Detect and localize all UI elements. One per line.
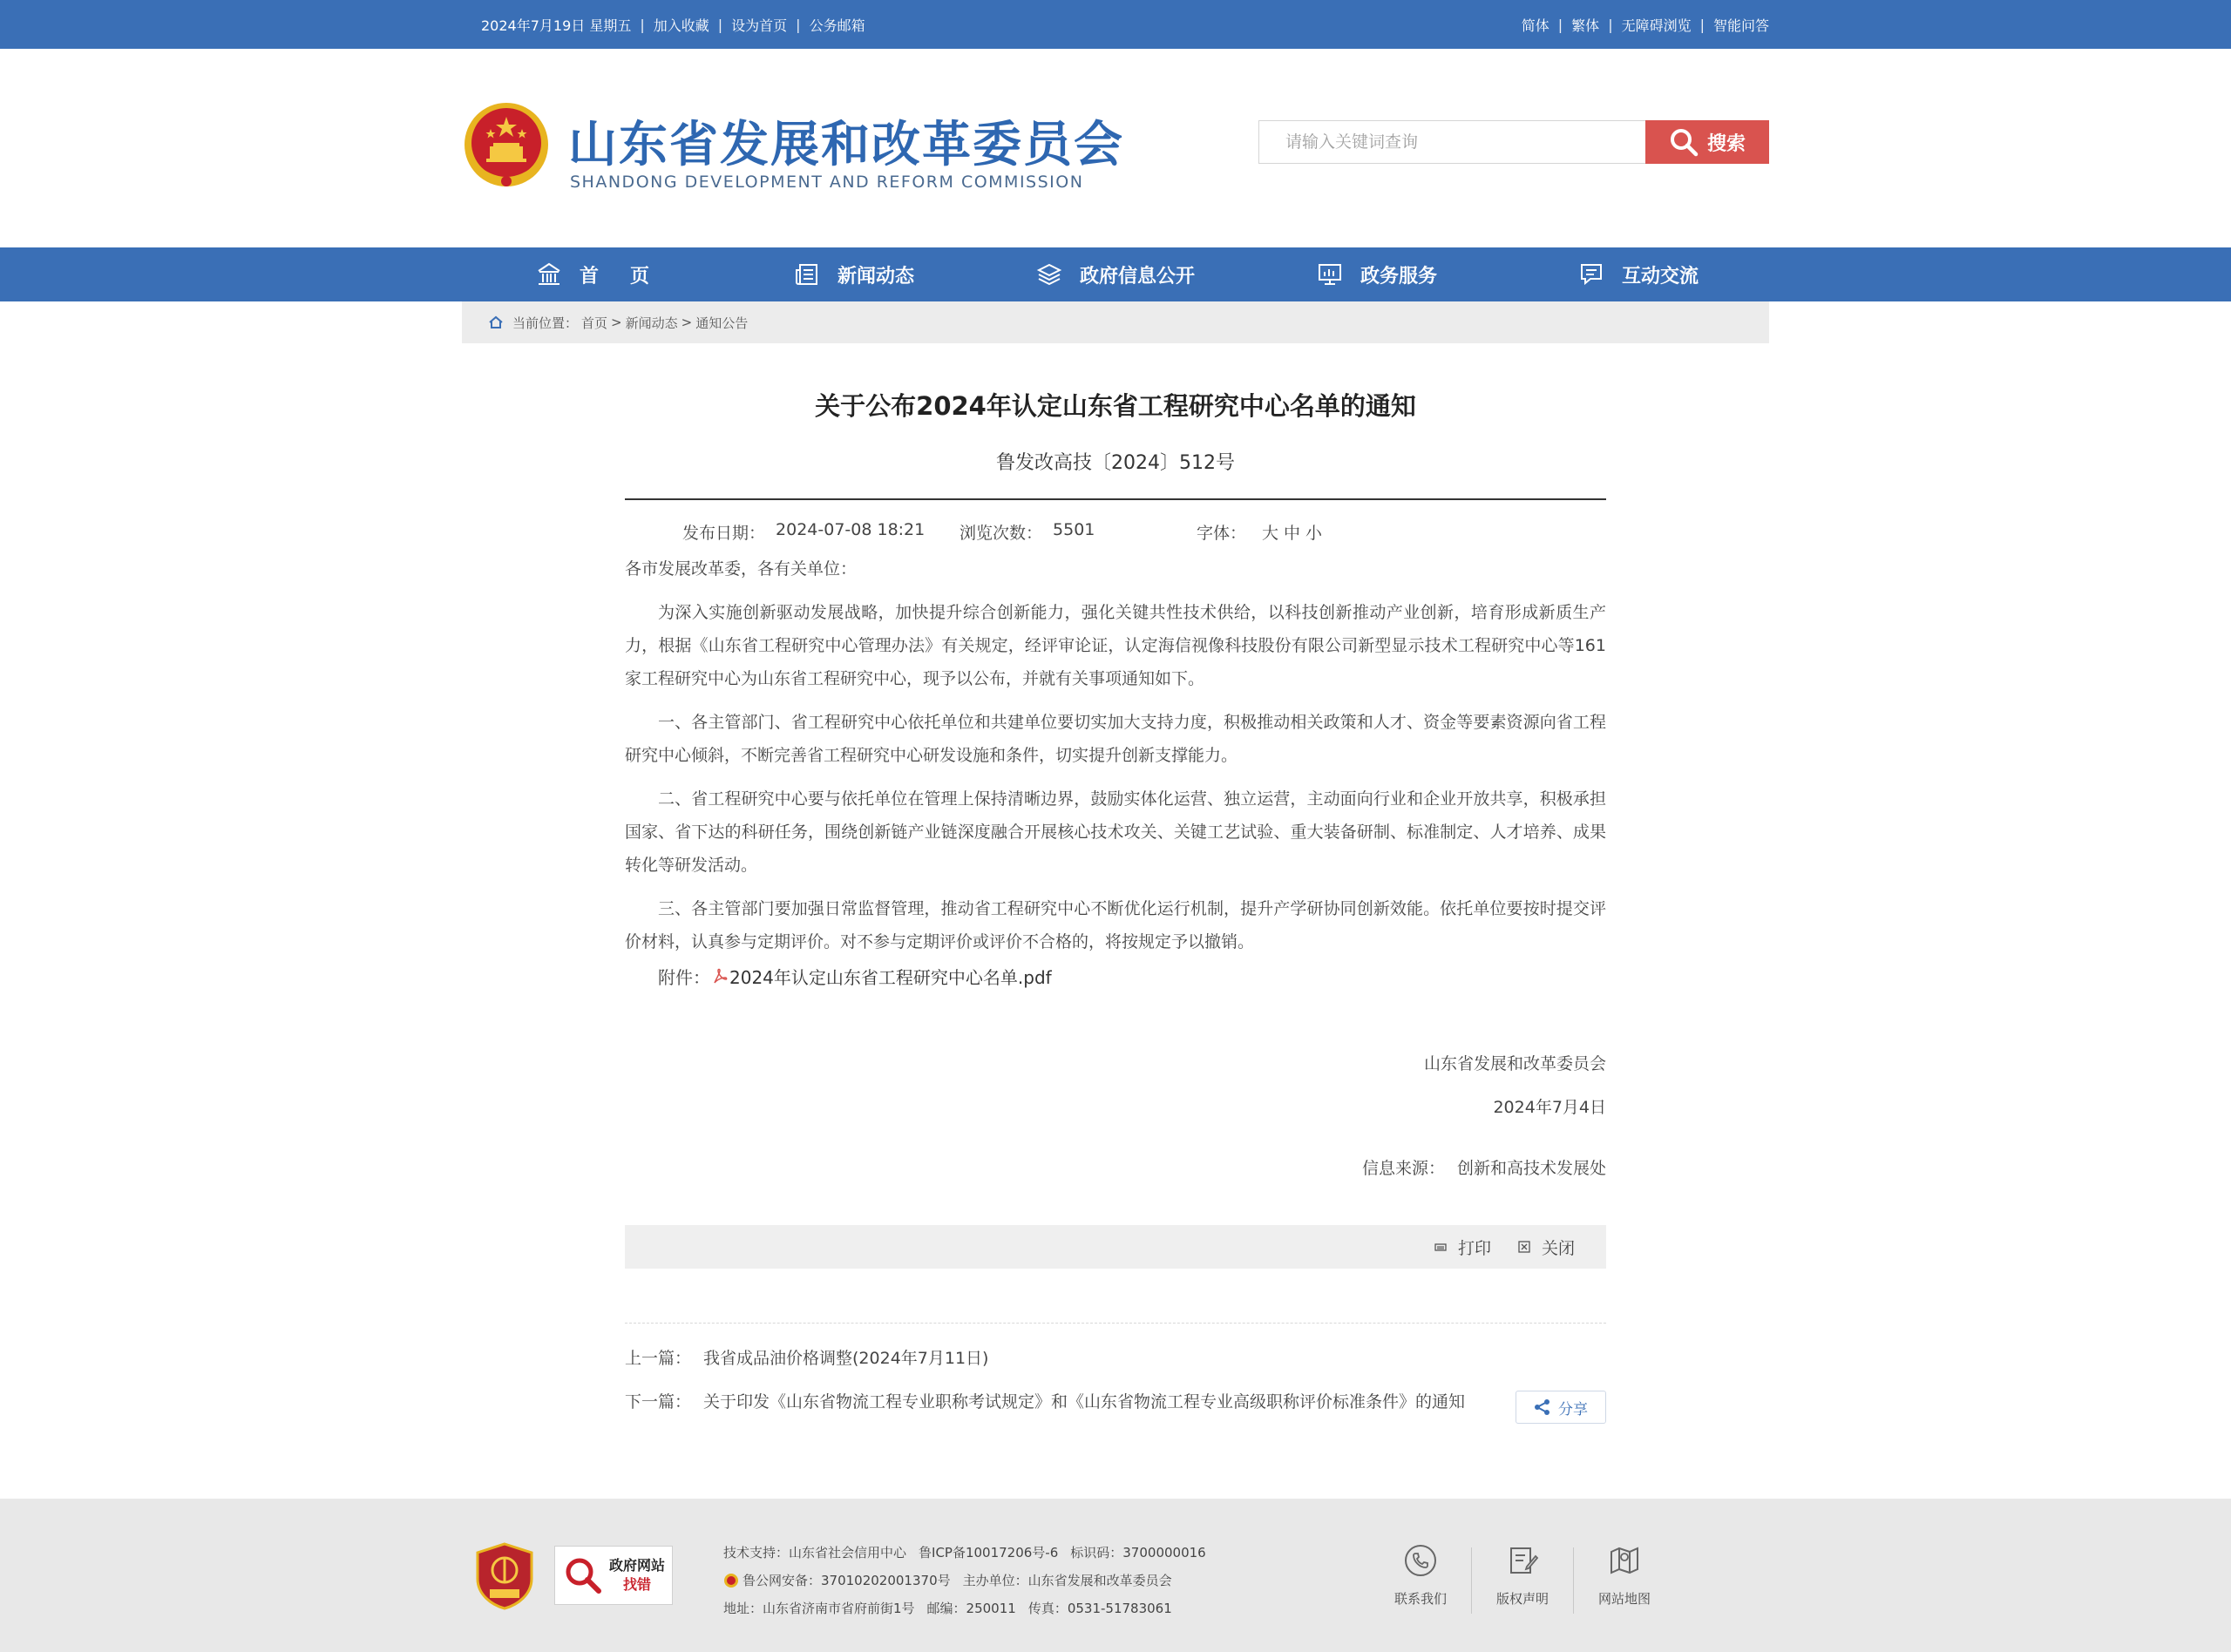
site-subtitle: SHANDONG DEVELOPMENT AND REFORM COMMISSION (570, 173, 1084, 192)
nav-label: 政务服务 (1360, 265, 1437, 288)
attachment-link[interactable]: 2024年认定山东省工程研究中心名单.pdf (729, 967, 1052, 988)
search-bar (1258, 120, 1769, 164)
separator: | (1699, 16, 1705, 33)
official-mail-link[interactable]: 公务邮箱 (809, 17, 865, 34)
site-title: 山东省发展和改革委员会 (568, 117, 1124, 173)
footer-links (1370, 1544, 1675, 1614)
magnifier-icon (562, 1554, 604, 1596)
police-badge-icon (723, 1573, 739, 1588)
separator: | (1557, 16, 1563, 33)
title-divider (625, 498, 1606, 500)
current-date: 2024年7月19日 星期五 (481, 17, 632, 34)
prev-label: 上一篇： (625, 1349, 692, 1368)
breadcrumb-notices[interactable]: 通知公告 (695, 315, 749, 331)
source-label: 信息来源： (1361, 1159, 1445, 1178)
contact-us-link[interactable] (1370, 1544, 1471, 1614)
article-body (625, 552, 1606, 969)
nav-item-home[interactable] (462, 247, 723, 301)
smart-qa-link[interactable]: 智能问答 (1712, 17, 1769, 34)
source-value: 创新和高技术发展处 (1456, 1159, 1606, 1178)
search-input[interactable] (1258, 120, 1645, 164)
footer-info (723, 1539, 1206, 1622)
home-icon (488, 315, 504, 329)
simplified-chinese-link[interactable]: 简体 (1521, 17, 1549, 34)
nav-item-services[interactable] (1246, 247, 1508, 301)
badge-line2: 找错 (623, 1576, 652, 1593)
paragraph: 一、各主管部门、省工程研究中心依托单位和共建单位要切实加大支持力度，积极推动相关政策和人才、资金等要素资源向省工程研究中心倾斜，不断完善省工程研究中心研发设施和条件，切实提升创新支撑能力。 (625, 713, 1606, 765)
next-article (625, 1389, 1465, 1412)
next-article-link[interactable]: 关于印发《山东省物流工程专业职称考试规定》和《山东省物流工程专业高级职称评价标准条件》的通知 (703, 1392, 1466, 1412)
badge-line1: 政府网站 (609, 1557, 666, 1574)
tech-support: 技术支持：山东省社会信用中心 (723, 1545, 907, 1561)
info-source (1362, 1155, 1606, 1179)
previous-article (625, 1345, 988, 1369)
share-button[interactable] (1516, 1391, 1606, 1424)
nav-label: 首页 (579, 265, 681, 288)
breadcrumb (462, 301, 1769, 343)
top-bar-left (481, 0, 865, 49)
monitor-icon (1317, 261, 1343, 288)
fax: 传真：0531-51783061 (1027, 1601, 1172, 1616)
paragraph: 三、各主管部门要加强日常监督管理，推动省工程研究中心不断优化运行机制，提升产学研协同创新效能。依托单位要按时提交评价材料，认真参与定期评价。对不参与定期评价或评价不合格的，将按规定予以撤销。 (625, 899, 1606, 951)
attachment (658, 964, 1052, 989)
document-edit-icon (1506, 1544, 1539, 1577)
map-icon (1608, 1544, 1641, 1577)
nav-label: 政府信息公开 (1079, 265, 1195, 288)
sitemap-link[interactable] (1574, 1544, 1675, 1614)
nav-item-gov-info[interactable] (985, 247, 1246, 301)
signature-org: 山东省发展和改革委员会 (1423, 1054, 1606, 1073)
search-button[interactable] (1645, 120, 1769, 164)
publish-date: 2024-07-08 18:21 (776, 520, 926, 539)
print-label: 打印 (1457, 1238, 1491, 1258)
phone-icon (1404, 1544, 1437, 1577)
nav-item-news[interactable] (723, 247, 985, 301)
article-actions (625, 1225, 1606, 1269)
divider (625, 1323, 1606, 1324)
article-title: 关于公布2024年认定山东省工程研究中心名单的通知 (815, 391, 1416, 421)
share-label: 分享 (1558, 1400, 1588, 1418)
postcode: 邮编：250011 (926, 1601, 1016, 1616)
font-size-control (1197, 520, 1332, 544)
icp-number[interactable]: 鲁ICP备10017206号-6 (919, 1545, 1059, 1561)
separator: | (717, 16, 723, 33)
nav-label: 互动交流 (1621, 265, 1699, 288)
news-icon (794, 261, 820, 288)
breadcrumb-prefix: 当前位置： (512, 315, 579, 331)
close-button[interactable] (1517, 1236, 1575, 1259)
party-gov-badge-icon[interactable] (476, 1542, 533, 1610)
font-size-small[interactable]: 小 (1305, 524, 1323, 543)
close-icon (1517, 1240, 1531, 1254)
article-meta (682, 520, 1332, 544)
font-size-medium[interactable]: 中 (1284, 524, 1301, 543)
close-label: 关闭 (1541, 1238, 1575, 1258)
search-icon (1669, 127, 1699, 157)
search-button-label: 搜索 (1706, 132, 1746, 154)
separator: | (640, 16, 645, 33)
top-bar (0, 0, 2231, 49)
paragraph: 为深入实施创新驱动发展战略，加快提升综合创新能力，强化关键共性技术供给，以科技创新推动产业创新，培育形成新质生产力，根据《山东省工程研究中心管理办法》有关规定，经评审论证，认定海信视像科技股份有限公司新型显示技术工程研究中心等161家工程研究中心为山东省工程研究中心，现予以公布，并就有关事项通知如下。 (625, 603, 1606, 688)
set-homepage-link[interactable]: 设为首页 (731, 17, 788, 34)
print-icon (1434, 1240, 1448, 1254)
attachment-label: 附件： (658, 967, 710, 988)
site-footer (0, 1499, 2231, 1652)
publish-date-label: 发布日期： (682, 524, 766, 543)
address: 地址：山东省济南市省府前街1号 (723, 1601, 915, 1616)
chat-icon (1578, 261, 1604, 288)
building-icon (536, 261, 562, 288)
pdf-icon (712, 968, 728, 985)
prev-article-link[interactable]: 我省成品油价格调整(2024年7月11日) (703, 1349, 989, 1368)
top-bar-right (1522, 0, 1769, 49)
copyright-label: 版权声明 (1495, 1591, 1549, 1607)
contact-us-label: 联系我们 (1394, 1591, 1447, 1607)
traditional-chinese-link[interactable]: 繁体 (1571, 17, 1600, 34)
nav-item-interaction[interactable] (1508, 247, 1769, 301)
nav-label: 新闻动态 (837, 265, 914, 288)
sitemap-label: 网站地图 (1597, 1591, 1651, 1607)
views-label: 浏览次数： (960, 524, 1043, 543)
next-label: 下一篇： (625, 1392, 692, 1412)
salutation: 各市发展改革委，各有关单位： (625, 559, 858, 579)
breadcrumb-home[interactable]: 首页 (581, 315, 608, 331)
separator: | (796, 16, 801, 33)
document-number: 鲁发改高技〔2024〕512号 (996, 452, 1235, 474)
views-count: 5501 (1053, 520, 1095, 539)
paragraph: 二、省工程研究中心要与依托单位在管理上保持清晰边界，鼓励实体化运营、独立运营，主动面向行业和企业开放共享，积极承担国家、省下达的科研任务，围绕创新链产业链深度融合开展核心技术攻关、关键工艺试验、重大装备研制、标准制定、人才培养、成果转化等研发活动。 (625, 789, 1606, 875)
accessibility-link[interactable]: 无障碍浏览 (1621, 17, 1692, 34)
police-record[interactable]: 鲁公网安备：37010202001370号 (743, 1573, 951, 1588)
site-header (0, 49, 2231, 247)
font-size-label: 字体： (1197, 524, 1247, 543)
layers-icon (1036, 261, 1062, 288)
font-size-large[interactable]: 大 (1262, 524, 1279, 543)
breadcrumb-news[interactable]: 新闻动态 (625, 315, 678, 331)
host-org: 主办单位：山东省发展和改革委员会 (962, 1573, 1172, 1588)
main-nav (0, 247, 2231, 301)
gov-site-error-report[interactable] (554, 1546, 673, 1605)
copyright-link[interactable] (1472, 1544, 1573, 1614)
print-button[interactable] (1434, 1236, 1491, 1259)
signature-date: 2024年7月4日 (1493, 1098, 1606, 1117)
breadcrumb-separator: > (681, 315, 693, 330)
breadcrumb-separator: > (611, 315, 622, 330)
add-favorite-link[interactable]: 加入收藏 (653, 17, 709, 34)
separator: | (1608, 16, 1613, 33)
site-code: 标识码：3700000016 (1070, 1545, 1206, 1561)
share-icon (1534, 1398, 1551, 1416)
national-emblem-icon (462, 101, 551, 195)
